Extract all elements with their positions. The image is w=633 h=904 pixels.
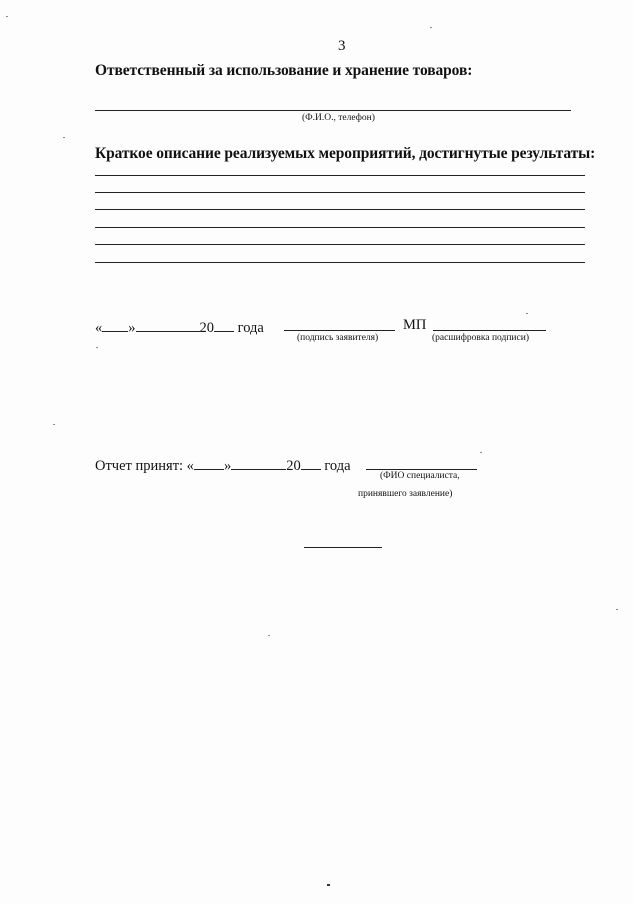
scan-speck (63, 137, 65, 138)
specialist-caption-line1: (ФИО специалиста, (380, 471, 460, 481)
page-number: 3 (338, 38, 346, 54)
fio-phone-caption: (Ф.И.О., телефон) (302, 113, 375, 123)
responsible-line (95, 110, 571, 111)
specialist-caption-line2: принявшего заявление) (358, 489, 453, 499)
scan-speck (268, 635, 270, 636)
date-open-quote: « (95, 320, 103, 336)
description-line (95, 209, 585, 210)
accept-day-blank (194, 455, 224, 470)
accept-year-word: года (324, 458, 351, 474)
year-blank (214, 317, 234, 332)
day-blank (102, 317, 128, 332)
decoding-line (433, 330, 546, 331)
date-close-quote: » (128, 320, 136, 336)
scan-speck (526, 313, 528, 314)
scan-speck (53, 424, 55, 425)
description-line (95, 192, 585, 193)
scan-speck (96, 347, 98, 348)
scan-speck (616, 609, 618, 610)
signature-caption: (подпись заявителя) (297, 333, 379, 343)
accept-month-blank (231, 455, 286, 470)
end-separator (304, 547, 382, 548)
date-row (95, 317, 264, 337)
specialist-line (366, 469, 477, 470)
scan-speck (430, 27, 432, 28)
acceptance-row (95, 455, 351, 475)
acceptance-label: Отчет принят: « (95, 458, 194, 474)
year-word: года (237, 320, 264, 336)
accept-year-blank (301, 455, 321, 470)
signature-line (284, 330, 395, 331)
scan-speck (480, 452, 482, 453)
description-line (95, 244, 585, 245)
accept-close-quote: » (223, 458, 232, 474)
year-prefix: 20 (199, 320, 214, 336)
month-blank (136, 317, 200, 332)
decoding-caption: (расшифровка подписи) (432, 333, 529, 343)
description-heading: Краткое описание реализуемых мероприятий, достигнутые результаты: (95, 145, 596, 162)
description-line (95, 175, 585, 176)
scan-speck (327, 884, 330, 886)
description-line (95, 227, 585, 228)
responsible-heading: Ответственный за использование и хранение товаров: (95, 62, 473, 79)
stamp-label: МП (403, 317, 427, 333)
accept-year-prefix: 20 (286, 458, 301, 474)
description-line (95, 262, 585, 263)
scan-speck (6, 16, 8, 17)
